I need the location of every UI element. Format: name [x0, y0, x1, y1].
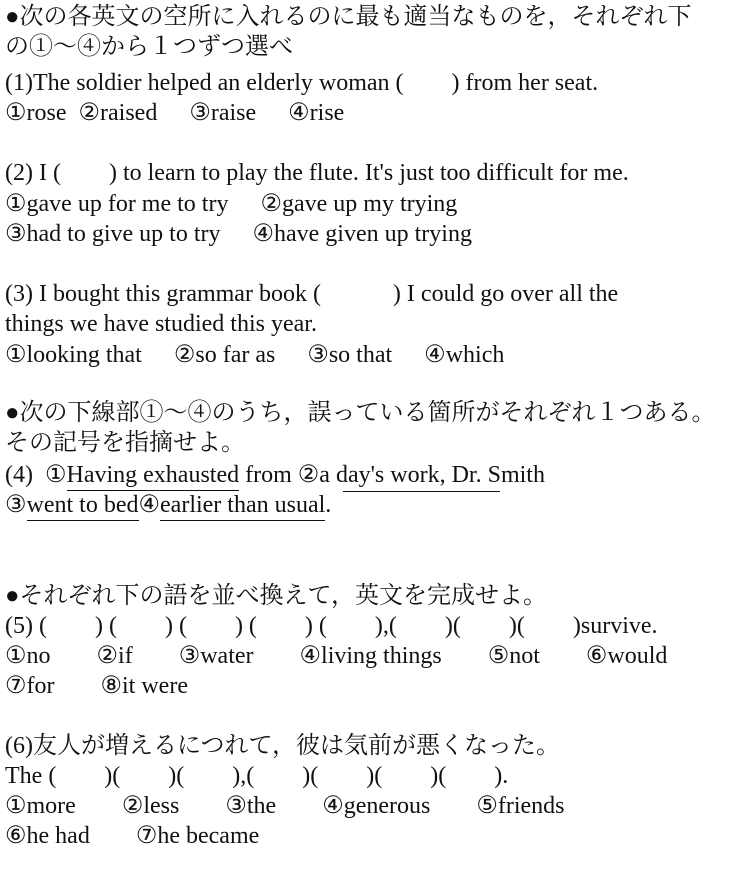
choice: ④which	[424, 342, 505, 368]
section1-instruction: ●次の各英文の空所に入れるのに最も適当なものを，それぞれ下	[5, 4, 692, 30]
choice: ⑧it were	[100, 673, 188, 699]
choice: ⑦he became	[135, 823, 260, 849]
section3-instruction: ●それぞれ下の語を並べ換えて，英文を完成せよ。	[5, 583, 548, 609]
choice: ⑤not	[487, 643, 540, 669]
choice: ④have given up trying	[252, 221, 472, 247]
choice: ②raised	[78, 100, 158, 126]
question-4-text	[5, 460, 545, 490]
marker: ④	[138, 492, 161, 518]
question-2-choices-row2	[5, 219, 472, 249]
question-2-text: (2) I ( ) to learn to play the flute. It's just too difficult for me.	[5, 160, 629, 186]
choice: ①looking that	[5, 342, 142, 368]
choice: ①rose	[5, 100, 67, 126]
part-2-text: a day's work	[319, 462, 440, 488]
underline-part-2	[343, 491, 500, 492]
question-5-choices-row1	[5, 641, 667, 671]
choice: ⑥he had	[5, 823, 90, 849]
plain-text: , Dr. Smith	[439, 462, 545, 488]
choice: ②so far as	[173, 342, 276, 368]
question-number: (4)	[5, 462, 33, 488]
marker: ③	[5, 492, 27, 518]
choice: ②gave up my trying	[260, 191, 458, 217]
choice: ⑦for	[5, 673, 55, 699]
question-3-text: (3) I bought this grammar book ( ) I could go over all the	[5, 281, 619, 307]
question-3-text-cont: things we have studied this year.	[5, 311, 317, 337]
choice: ④rise	[288, 100, 345, 126]
underlined-part-3: went to bed	[27, 492, 139, 521]
underlined-part-1: Having exhausted	[67, 462, 240, 491]
choice: ⑤friends	[476, 793, 565, 819]
question-4-text-cont	[5, 490, 331, 520]
choice: ①gave up for me to try	[5, 191, 229, 217]
choice: ①more	[5, 793, 76, 819]
plain-text: from	[239, 462, 298, 488]
question-6-text: The ( )( )( ),( )( )( )( ).	[5, 763, 509, 789]
plain-text: .	[325, 492, 332, 518]
question-2-choices-row1	[5, 189, 457, 219]
choice: ⑥would	[585, 643, 668, 669]
underlined-part-4: earlier than usual	[160, 492, 325, 521]
question-5-choices-row2	[5, 671, 188, 701]
section2-instruction: ●次の下線部①～④のうち，誤っている箇所がそれぞれ１つある。	[5, 400, 716, 426]
marker: ①	[44, 462, 67, 488]
question-6-prompt: (6)友人が増えるにつれて，彼は気前が悪くなった。	[5, 733, 561, 759]
section2-instruction-cont: その記号を指摘せよ。	[5, 430, 245, 456]
choice: ③so that	[307, 342, 393, 368]
choice: ③water	[178, 643, 254, 669]
choice: ③raise	[189, 100, 257, 126]
choice: ④generous	[322, 793, 431, 819]
choice: ②less	[121, 793, 180, 819]
question-1-text: (1)The soldier helped an elderly woman ( ) from her seat.	[5, 70, 599, 96]
choice: ③had to give up to try	[5, 221, 221, 247]
choice: ①no	[5, 643, 51, 669]
question-6-choices-row1	[5, 791, 565, 821]
section1-instruction-cont: の①～④から１つずつ選べ	[5, 34, 293, 60]
marker: ②	[297, 462, 320, 488]
choice: ②if	[96, 643, 133, 669]
question-1-choices	[5, 98, 344, 128]
question-6-choices-row2	[5, 821, 259, 851]
choice: ③the	[225, 793, 277, 819]
choice: ④living things	[299, 643, 442, 669]
question-5-text: (5) ( ) ( ) ( ) ( ) ( ),( )( )( )survive.	[5, 613, 658, 639]
question-3-choices	[5, 340, 504, 370]
